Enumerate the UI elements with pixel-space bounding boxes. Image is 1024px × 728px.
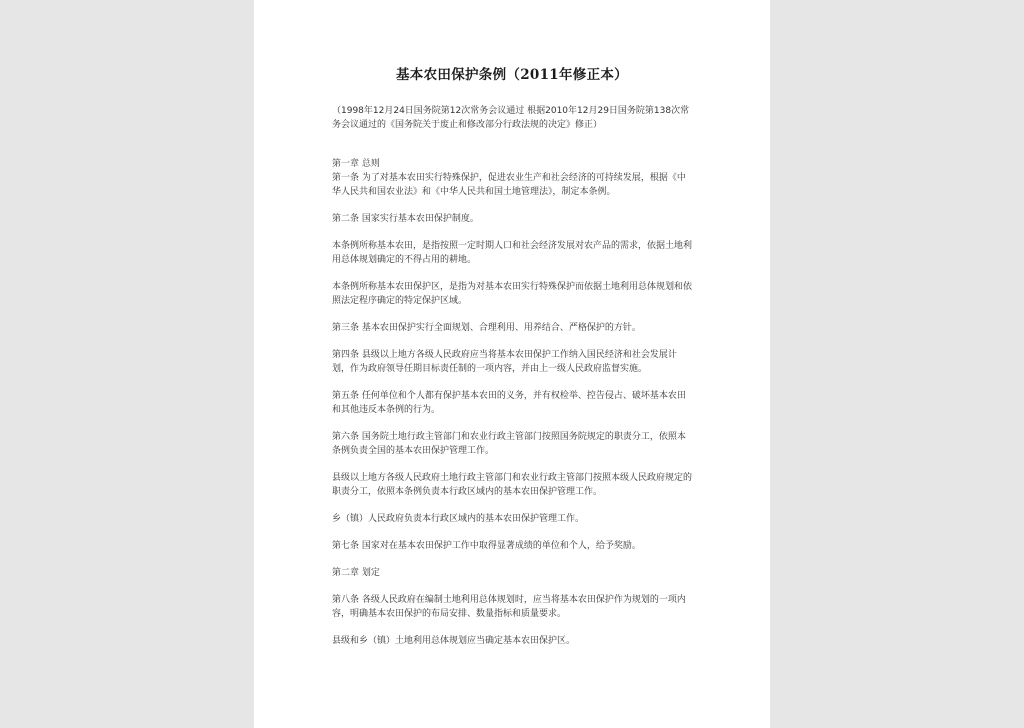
article-paragraph: 第五条 任何单位和个人都有保护基本农田的义务，并有权检举、控告侵占、破坏基本农田和其他违反本条例的行为。 xyxy=(332,391,686,415)
article-paragraph: 本条例所称基本农田，是指按照一定时期人口和社会经济发展对农产品的需求，依据土地利用总体规划确定的不得占用的耕地。 xyxy=(332,241,693,265)
article-paragraph: 第四条 县级以上地方各级人民政府应当将基本农田保护工作纳入国民经济和社会发展计划，作为政府领导任期目标责任制的一项内容，并由上一级人民政府监督实施。 xyxy=(332,350,677,374)
article-paragraph: 第八条 各级人民政府在编制土地利用总体规划时，应当将基本农田保护作为规划的一项内容，明确基本农田保护的布局安排、数量指标和质量要求。 xyxy=(332,595,686,619)
article-paragraph: 县级和乡（镇）土地利用总体规划应当确定基本农田保护区。 xyxy=(332,636,576,646)
chapter-heading: 第一章 总则 xyxy=(332,159,380,169)
article-paragraph: 本条例所称基本农田保护区，是指为对基本农田实行特殊保护而依据土地利用总体规划和依照法定程序确定的特定保护区域。 xyxy=(332,282,693,306)
adoption-note: （1998年12月24日国务院第12次常务会议通过 根据2010年12月29日国务院第138次常务会议通过的《国务院关于废止和修改部分行政法规的决定》修正） xyxy=(332,106,690,130)
article-paragraph: 第三条 基本农田保护实行全面规划、合理利用、用养结合、严格保护的方针。 xyxy=(332,323,641,333)
article-paragraph: 县级以上地方各级人民政府土地行政主管部门和农业行政主管部门按照本级人民政府规定的职责分工，依照本条例负责本行政区域内的基本农田保护管理工作。 xyxy=(332,473,693,497)
document-page xyxy=(254,0,770,728)
chapter-heading: 第二章 划定 xyxy=(332,568,380,578)
article-paragraph: 第六条 国务院土地行政主管部门和农业行政主管部门按照国务院规定的职责分工，依照本条例负责全国的基本农田保护管理工作。 xyxy=(332,432,686,456)
document-title: 基本农田保护条例（2011年修正本） xyxy=(396,67,628,83)
article-paragraph: 第七条 国家对在基本农田保护工作中取得显著成绩的单位和个人，给予奖励。 xyxy=(332,541,641,551)
article-paragraph: 乡（镇）人民政府负责本行政区域内的基本农田保护管理工作。 xyxy=(332,514,585,524)
article-paragraph: 第二条 国家实行基本农田保护制度。 xyxy=(332,214,479,224)
document-body xyxy=(332,157,692,648)
article-paragraph: 第一条 为了对基本农田实行特殊保护，促进农业生产和社会经济的可持续发展，根据《中华人民共和国农业法》和《中华人民共和国土地管理法》，制定本条例。 xyxy=(332,173,686,197)
